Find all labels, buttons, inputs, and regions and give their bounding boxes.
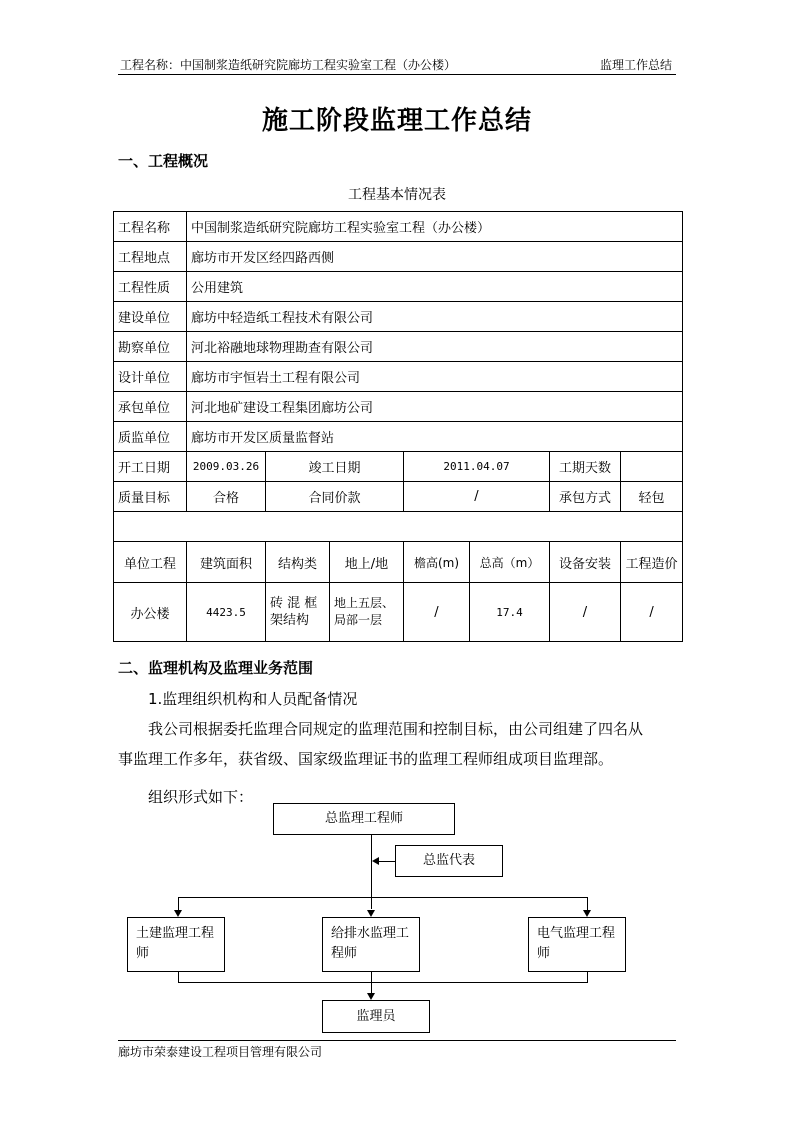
footer-divider — [118, 1040, 676, 1041]
connector-line — [178, 982, 588, 983]
org-box-label: 总监代表 — [422, 853, 475, 868]
table-row-dates — [114, 452, 683, 482]
table-row-unit-headers — [114, 542, 683, 583]
table-row — [114, 332, 683, 362]
table-row — [114, 362, 683, 392]
paragraph-line: 我公司根据委托监理合同规定的监理范围和控制目标，由公司组建了四名从 — [148, 720, 644, 738]
paragraph-line: 事监理工作多年，获省级、国家级监理证书的监理工程师组成项目监理部。 — [118, 750, 614, 768]
table-row-spacer — [114, 512, 683, 542]
end-date-value: 2011.04.07 — [404, 452, 550, 482]
org-box-electrical — [528, 917, 626, 972]
connector-line — [178, 972, 179, 982]
table-row — [114, 422, 683, 452]
org-box-label: 给排水监理工程师 — [331, 926, 410, 961]
value-cell: 廊坊中轻造纸工程技术有限公司 — [187, 302, 683, 332]
unit-value-cell: 地上五层、局部一层 — [330, 583, 404, 642]
value-cell: 廊坊市开发区质量监督站 — [187, 422, 683, 452]
org-box-chief — [273, 803, 455, 835]
unit-value-cell: 4423.5 — [187, 583, 266, 642]
section-heading-supervision: 二、监理机构及监理业务范围 — [118, 659, 314, 677]
unit-header-cell: 地上/地 — [330, 542, 404, 583]
section-heading-overview: 一、工程概况 — [118, 152, 209, 170]
duration-label: 工期天数 — [550, 452, 621, 482]
header-doc-type: 监理工作总结 — [600, 58, 673, 72]
header-divider — [118, 74, 676, 75]
label-cell: 勘察单位 — [114, 332, 187, 362]
value-cell: 廊坊市宇恒岩土工程有限公司 — [187, 362, 683, 392]
unit-header-cell: 结构类 — [266, 542, 330, 583]
arrow-left-icon — [372, 857, 379, 865]
footer-company: 廊坊市荣泰建设工程项目管理有限公司 — [118, 1045, 323, 1059]
connector-line — [587, 897, 588, 911]
spacer-cell — [114, 512, 683, 542]
org-box-label: 土建监理工程师 — [136, 926, 215, 961]
connector-line — [587, 972, 588, 982]
header-project-name: 工程名称：中国制浆造纸研究院廊坊工程实验室工程（办公楼） — [120, 58, 457, 72]
table-row — [114, 392, 683, 422]
label-cell: 质监单位 — [114, 422, 187, 452]
project-info-table — [113, 211, 683, 642]
contract-mode-label: 承包方式 — [550, 482, 621, 512]
unit-value-cell: 17.4 — [470, 583, 550, 642]
quality-label: 质量目标 — [114, 482, 187, 512]
unit-header-cell: 檐高(m) — [404, 542, 470, 583]
table-row — [114, 302, 683, 332]
start-date-value: 2009.03.26 — [187, 452, 266, 482]
connector-line — [178, 897, 587, 898]
value-cell: 中国制浆造纸研究院廊坊工程实验室工程（办公楼） — [187, 212, 683, 242]
label-cell: 工程名称 — [114, 212, 187, 242]
org-box-label: 电气监理工程师 — [537, 926, 616, 961]
unit-header-cell: 单位工程 — [114, 542, 187, 583]
table-caption: 工程基本情况表 — [348, 187, 446, 203]
value-cell: 廊坊市开发区经四路西侧 — [187, 242, 683, 272]
start-date-label: 开工日期 — [114, 452, 187, 482]
label-cell: 承包单位 — [114, 392, 187, 422]
table-row-unit-values — [114, 583, 683, 642]
contract-price-value: / — [404, 482, 550, 512]
unit-value-cell: 办公楼 — [114, 583, 187, 642]
duration-value — [621, 452, 683, 482]
page-title: 施工阶段监理工作总结 — [261, 106, 532, 136]
arrow-down-icon — [174, 910, 182, 917]
org-box-label: 监理员 — [356, 1009, 396, 1024]
quality-value: 合格 — [187, 482, 266, 512]
org-box-civil — [127, 917, 225, 972]
org-intro: 组织形式如下： — [148, 788, 254, 806]
value-cell: 河北裕融地球物理勘查有限公司 — [187, 332, 683, 362]
org-box-label: 总监理工程师 — [324, 811, 403, 826]
unit-value-cell: / — [550, 583, 621, 642]
contract-mode-value: 轻包 — [621, 482, 683, 512]
table-row — [114, 242, 683, 272]
label-cell: 工程性质 — [114, 272, 187, 302]
label-cell: 建设单位 — [114, 302, 187, 332]
connector-line — [379, 861, 395, 862]
label-cell: 设计单位 — [114, 362, 187, 392]
unit-header-cell: 工程造价 — [621, 542, 683, 583]
org-box-inspector — [322, 1000, 430, 1033]
end-date-label: 竣工日期 — [266, 452, 404, 482]
unit-header-cell: 设备安装 — [550, 542, 621, 583]
subsection-heading: 1.监理组织机构和人员配备情况 — [148, 690, 358, 708]
arrow-down-icon — [583, 910, 591, 917]
table-row — [114, 272, 683, 302]
unit-header-cell: 总高（m） — [470, 542, 550, 583]
unit-header-cell: 建筑面积 — [187, 542, 266, 583]
value-cell: 河北地矿建设工程集团廊坊公司 — [187, 392, 683, 422]
connector-line — [178, 897, 179, 911]
org-box-deputy — [395, 845, 503, 877]
arrow-down-icon — [367, 910, 375, 917]
value-cell: 公用建筑 — [187, 272, 683, 302]
unit-value-cell: / — [621, 583, 683, 642]
org-box-plumbing — [322, 917, 420, 972]
label-cell: 工程地点 — [114, 242, 187, 272]
arrow-down-icon — [367, 993, 375, 1000]
table-row-quality — [114, 482, 683, 512]
contract-price-label: 合同价款 — [266, 482, 404, 512]
table-row — [114, 212, 683, 242]
unit-value-cell: 砖 混 框 架结构 — [266, 583, 330, 642]
unit-value-cell: / — [404, 583, 470, 642]
